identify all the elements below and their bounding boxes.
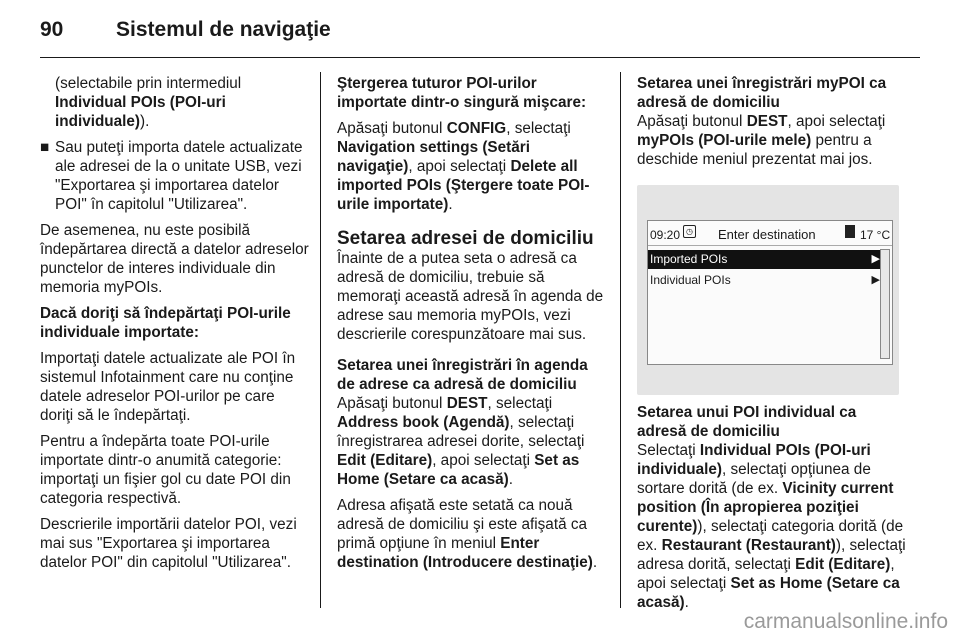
text: ). (140, 113, 150, 130)
text: , selectaţi opţiunea de sortare dorită (de ex. (637, 461, 871, 497)
text: . (448, 196, 453, 213)
paragraph-home-intro: Înainte de a putea seta o adresă ca adresă de domiciliu, trebuie să memoraţi această adresă în agenda de adrese sau memoria myPOIs, vezi descrierile corespunzătoare mai sus. (337, 250, 604, 343)
text: (selectabile prin intermediul (55, 75, 242, 92)
paragraph-individual (637, 441, 907, 612)
page-number: 90 (40, 18, 64, 41)
paragraph-agenda (337, 394, 605, 489)
text: . (592, 554, 598, 571)
subheading-individual (637, 403, 907, 441)
menu-term: Edit (Editare) (795, 556, 891, 573)
subheading-text: Ştergerea tuturor POI-urilor importate dintr-o singură mişcare: (337, 75, 587, 111)
menu-term: Enter destination (Introducere destinaţie) (337, 535, 593, 571)
menu-item-label: Imported POIs (650, 252, 728, 266)
paragraph-import: Importaţi datele actualizate ale POI în sistemul Infotainment care nu conţine datele adreselor POI-urilor pe care doriţi să le îndepărtaţi. (40, 350, 296, 424)
text: Apăsaţi butonul (337, 395, 447, 412)
paragraph-descriptions: Descrierile importării datelor POI, vezi mai sus "Exportarea şi importarea datelor POI" din capitolul "Utilizarea". (40, 516, 297, 571)
text: , apoi selectaţi (787, 113, 886, 130)
menu-term: Individual POIs (POI-uri individuale) (637, 442, 871, 478)
button-term: DEST (446, 395, 488, 412)
text: ), selectaţi categoria dorită (de ex. (637, 518, 904, 554)
paragraph-selectable (40, 74, 310, 131)
menu-term: Navigation settings (Setări navigaţie) (337, 139, 530, 175)
text: , apoi selectaţi (637, 556, 895, 592)
text: Apăsaţi butonul (637, 113, 747, 130)
column-divider (320, 72, 321, 608)
temperature-icon (845, 225, 855, 238)
bullet-text: Sau puteţi importa datele actualizate ale adresei de la o unitate USB, vezi "Exportarea şi importarea datelor POI" în capitolul "Utilizarea". (55, 139, 303, 213)
menu-term: Vicinity current position (În apropierea poziţiei curente) (637, 480, 894, 535)
menu-term: Edit (Editare) (337, 452, 433, 469)
infotainment-screenshot (637, 185, 899, 395)
menu-term: Delete all imported POIs (Ştergere toate POI-urile importate) (337, 158, 590, 213)
chevron-right-icon: ▶ (871, 274, 880, 286)
text: , selectaţi (506, 120, 571, 137)
screen-title: Enter destination (718, 227, 816, 242)
page-header (40, 18, 920, 48)
column-3 (637, 74, 907, 619)
menu-item-imported-pois[interactable] (648, 250, 880, 269)
watermark: carmanualsonline.info (743, 610, 948, 633)
text: , apoi selectaţi (408, 158, 511, 175)
subheading-agenda (337, 356, 605, 394)
screen-scrollbar[interactable] (880, 249, 890, 359)
text: Apăsaţi butonul (337, 120, 447, 137)
menu-term: Set as Home (Setare ca acasă) (637, 575, 900, 611)
text: . (508, 471, 514, 488)
bullet-icon: ■ (40, 139, 50, 156)
subheading-mypoi (637, 74, 907, 112)
subheading-text: Setarea unui POI individual ca adresă de domiciliu (637, 404, 857, 440)
text: , selectaţi (487, 395, 553, 412)
menu-term: Individual POIs (POI-uri individuale) (55, 94, 226, 130)
text: ), selectaţi adresa dorită, selectaţi (637, 537, 906, 573)
screen-display (647, 220, 893, 365)
paragraph-mypoi (637, 112, 907, 169)
menu-term: Restaurant (Restaurant) (661, 537, 836, 554)
screen-temperature: 17 °C (860, 228, 891, 242)
column-2 (337, 74, 605, 579)
text: , selectaţi înregistrarea adresei dorite, selectaţi (337, 414, 585, 450)
paragraph-displayed-address (337, 496, 605, 572)
screen-status-bar (648, 221, 892, 246)
button-term: CONFIG (446, 120, 507, 137)
subheading-text: Setarea unei înregistrări în agenda de adrese ca adresă de domiciliu (337, 357, 588, 393)
text: Selectaţi (637, 442, 700, 459)
chevron-right-icon: ▶ (871, 253, 880, 265)
button-term: DEST (746, 113, 788, 130)
clock-icon: ◷ (683, 225, 696, 238)
screen-time: 09:20 (650, 228, 681, 242)
menu-item-label: Individual POIs (650, 273, 731, 287)
subheading-delete-all (337, 74, 605, 112)
column-1 (40, 74, 310, 579)
paragraph-config (337, 119, 605, 214)
text: , apoi selectaţi (432, 452, 535, 469)
text: Adresa afişată este setată ca nouă adresă de domiciliu şi este afişată ca primă opţiune în meniul (337, 497, 587, 552)
header-divider (40, 57, 920, 58)
paragraph-note: De asemenea, nu este posibilă îndepărtarea directă a datelor adreselor punctelor de interes individuale din memoria myPOIs. (40, 222, 309, 296)
menu-item-individual-pois[interactable] (648, 271, 880, 290)
bullet-item-usb (40, 138, 310, 214)
menu-term: Address book (Agendă) (337, 414, 510, 431)
text: pentru a deschide meniul prezentat mai jos. (637, 132, 873, 168)
menu-term: myPOIs (POI-urile mele) (637, 132, 812, 149)
chapter-title: Sistemul de navigaţie (116, 18, 331, 41)
menu-term: Set as Home (Setare ca acasă) (337, 452, 580, 488)
subheading-remove-individual (40, 304, 310, 342)
subheading-text: Setarea unei înregistrări myPOI ca adresă de domiciliu (637, 75, 887, 111)
paragraph-remove-category: Pentru a îndepărta toate POI-urile importate dintr-o anumită categorie: importaţi un fişier gol cu date POI din categoria respectivă. (40, 433, 291, 507)
section-heading: Setarea adresei de domiciliu (337, 228, 594, 249)
column-divider (620, 72, 621, 608)
subheading-text: Dacă doriţi să îndepărtaţi POI-urile individuale importate: (40, 305, 291, 341)
text: . (684, 594, 689, 611)
